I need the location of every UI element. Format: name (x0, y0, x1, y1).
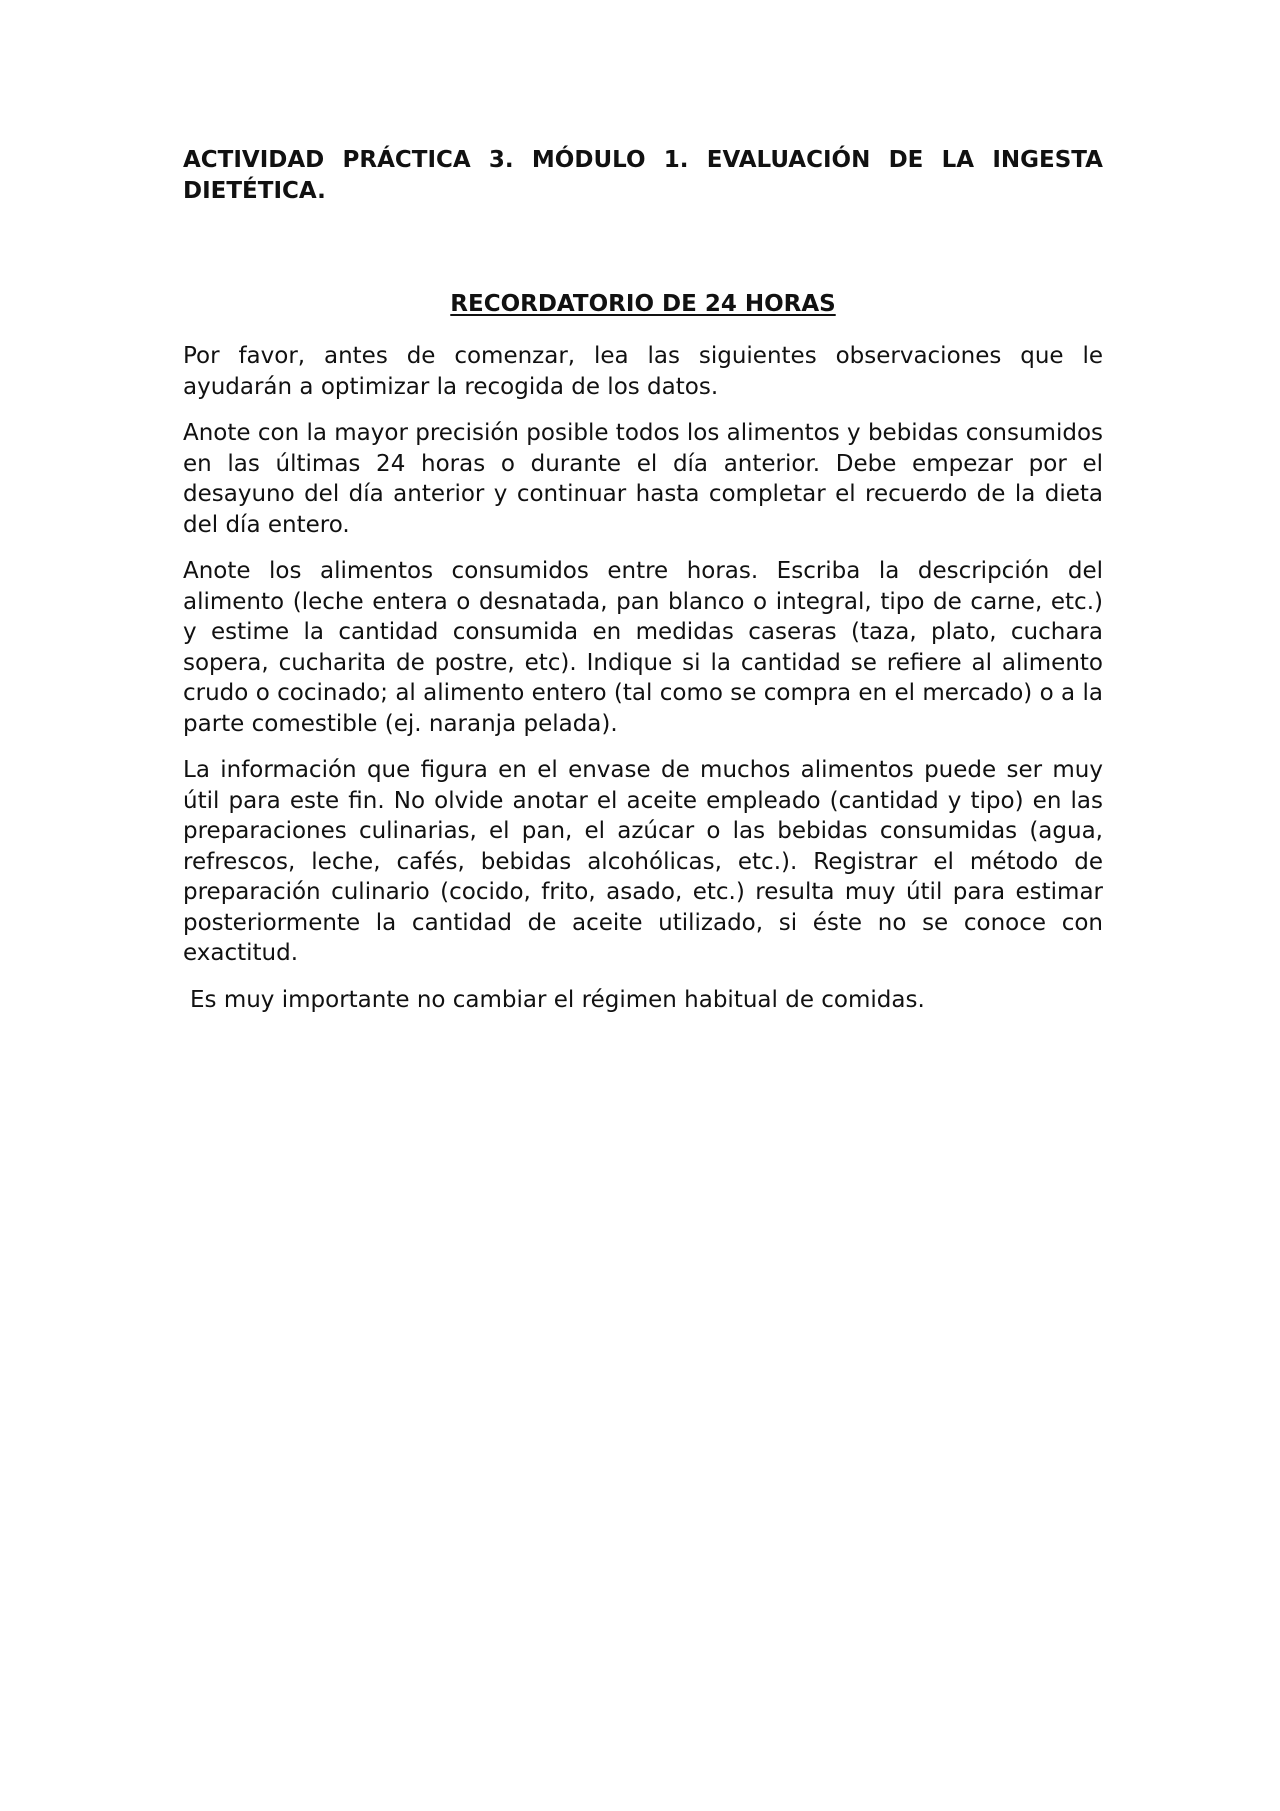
intro-paragraph: Por favor, antes de comenzar, lea las siguientes observaciones que le ayudarán a optimizar la recogida de los datos. (183, 343, 1103, 400)
document-body (183, 145, 1103, 1015)
instructions-paragraph-foods: Anote con la mayor precisión posible todos los alimentos y bebidas consumidos en las últimas 24 horas o durante el día anterior. Debe empezar por el desayuno del día anterior y continuar hasta completar el recuerdo de la dieta del día entero. (183, 420, 1103, 538)
instructions-paragraph-packaging: La información que figura en el envase de muchos alimentos puede ser muy útil para este fin. No olvide anotar el aceite empleado (cantidad y tipo) en las preparaciones culinarias, el pan, el azúcar o las bebidas consumidas (agua, refrescos, leche, cafés, bebidas alcohólicas, etc.). Registrar el método de preparación culinario (cocido, frito, asado, etc.) resulta muy útil para estimar posteriormente la cantidad de aceite utilizado, si éste no se conoce con exactitud. (183, 757, 1103, 966)
section-heading-container (183, 289, 1103, 323)
document-title: ACTIVIDAD PRÁCTICA 3. MÓDULO 1. EVALUACIÓN DE LA INGESTA DIETÉTICA. (183, 147, 1103, 204)
closing-paragraph: Es muy importante no cambiar el régimen habitual de comidas. (190, 986, 925, 1013)
section-heading: RECORDATORIO DE 24 HORAS (450, 291, 836, 317)
instructions-paragraph-snacks: Anote los alimentos consumidos entre horas. Escriba la descripción del alimento (leche entera o desnatada, pan blanco o integral, tipo de carne, etc.) y estime la cantidad consumida en medidas caseras (taza, plato, cuchara sopera, cucharita de postre, etc). Indique si la cantidad se refiere al alimento crudo o cocinado; al alimento entero (tal como se compra en el mercado) o a la parte comestible (ej. naranja pelada). (183, 558, 1103, 737)
